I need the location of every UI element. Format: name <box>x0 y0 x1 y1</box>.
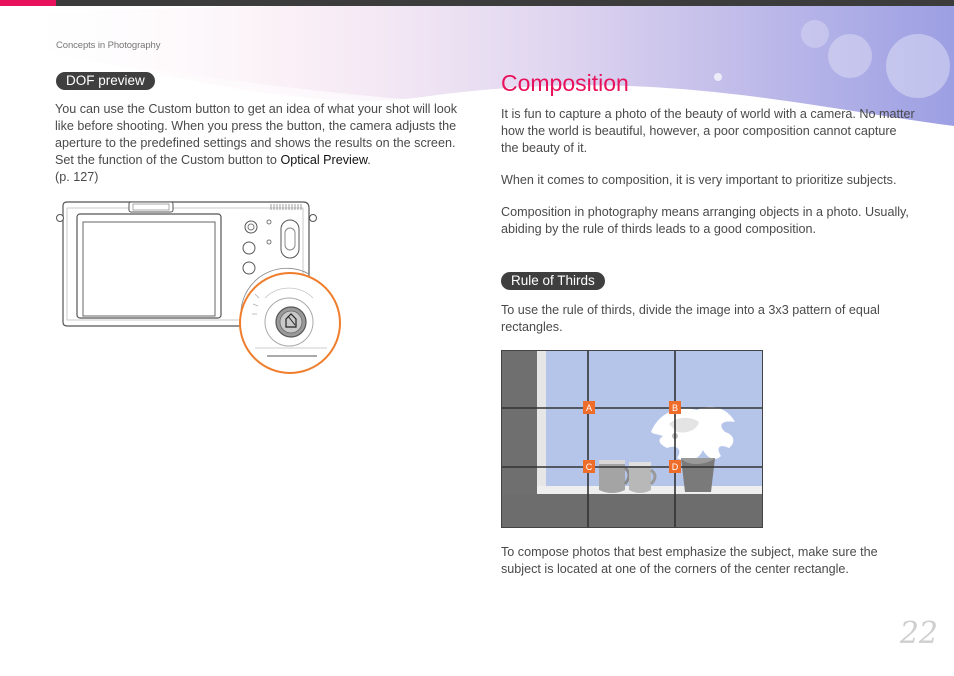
grid-marker-c <box>583 460 595 473</box>
page-reference: (p. 127) <box>55 170 99 184</box>
section-label: Concepts in Photography <box>56 40 161 51</box>
composition-title: Composition <box>501 70 629 96</box>
page-number: 22 <box>899 616 938 651</box>
dof-text-end: . <box>367 153 371 167</box>
svg-text:D: D <box>671 462 679 472</box>
composition-intro: It is fun to capture a photo of the beauty of world with a camera. No matter how the world is beautiful, however, a poor composition cannot capture the beauty of it. <box>501 107 915 155</box>
dof-description <box>55 101 467 186</box>
grid-marker-a <box>583 401 595 414</box>
svg-text:C: C <box>585 462 593 472</box>
svg-text:A: A <box>585 403 593 413</box>
composition-tip: To compose photos that best emphasize the subject, make sure the subject is located at one of the corners of the center rectangle. <box>501 545 878 576</box>
dof-text: You can use the Custom button to get an idea of what your shot will look like before shooting. When you press the button, the camera adjusts the aperture to the predefined settings and shows the results on the screen. Set the function of the Custom button to <box>55 102 458 167</box>
composition-subjects: When it comes to composition, it is very important to prioritize subjects. <box>501 173 897 187</box>
optical-preview-term: Optical Preview <box>280 153 368 167</box>
rule-of-thirds-photo <box>501 350 763 528</box>
camera-back-illustration <box>55 198 345 374</box>
composition-definition: Composition in photography means arranging objects in a photo. Usually, abiding by the rule of thirds leads to a good composition. <box>501 205 909 236</box>
svg-text:B: B <box>671 403 679 413</box>
grid-marker-b <box>669 401 681 414</box>
dof-preview-heading: DOF preview <box>56 72 155 90</box>
rule-of-thirds-heading: Rule of Thirds <box>501 272 605 290</box>
grid-marker-d <box>669 460 681 473</box>
rule-of-thirds-description: To use the rule of thirds, divide the image into a 3x3 pattern of equal rectangles. <box>501 303 880 334</box>
